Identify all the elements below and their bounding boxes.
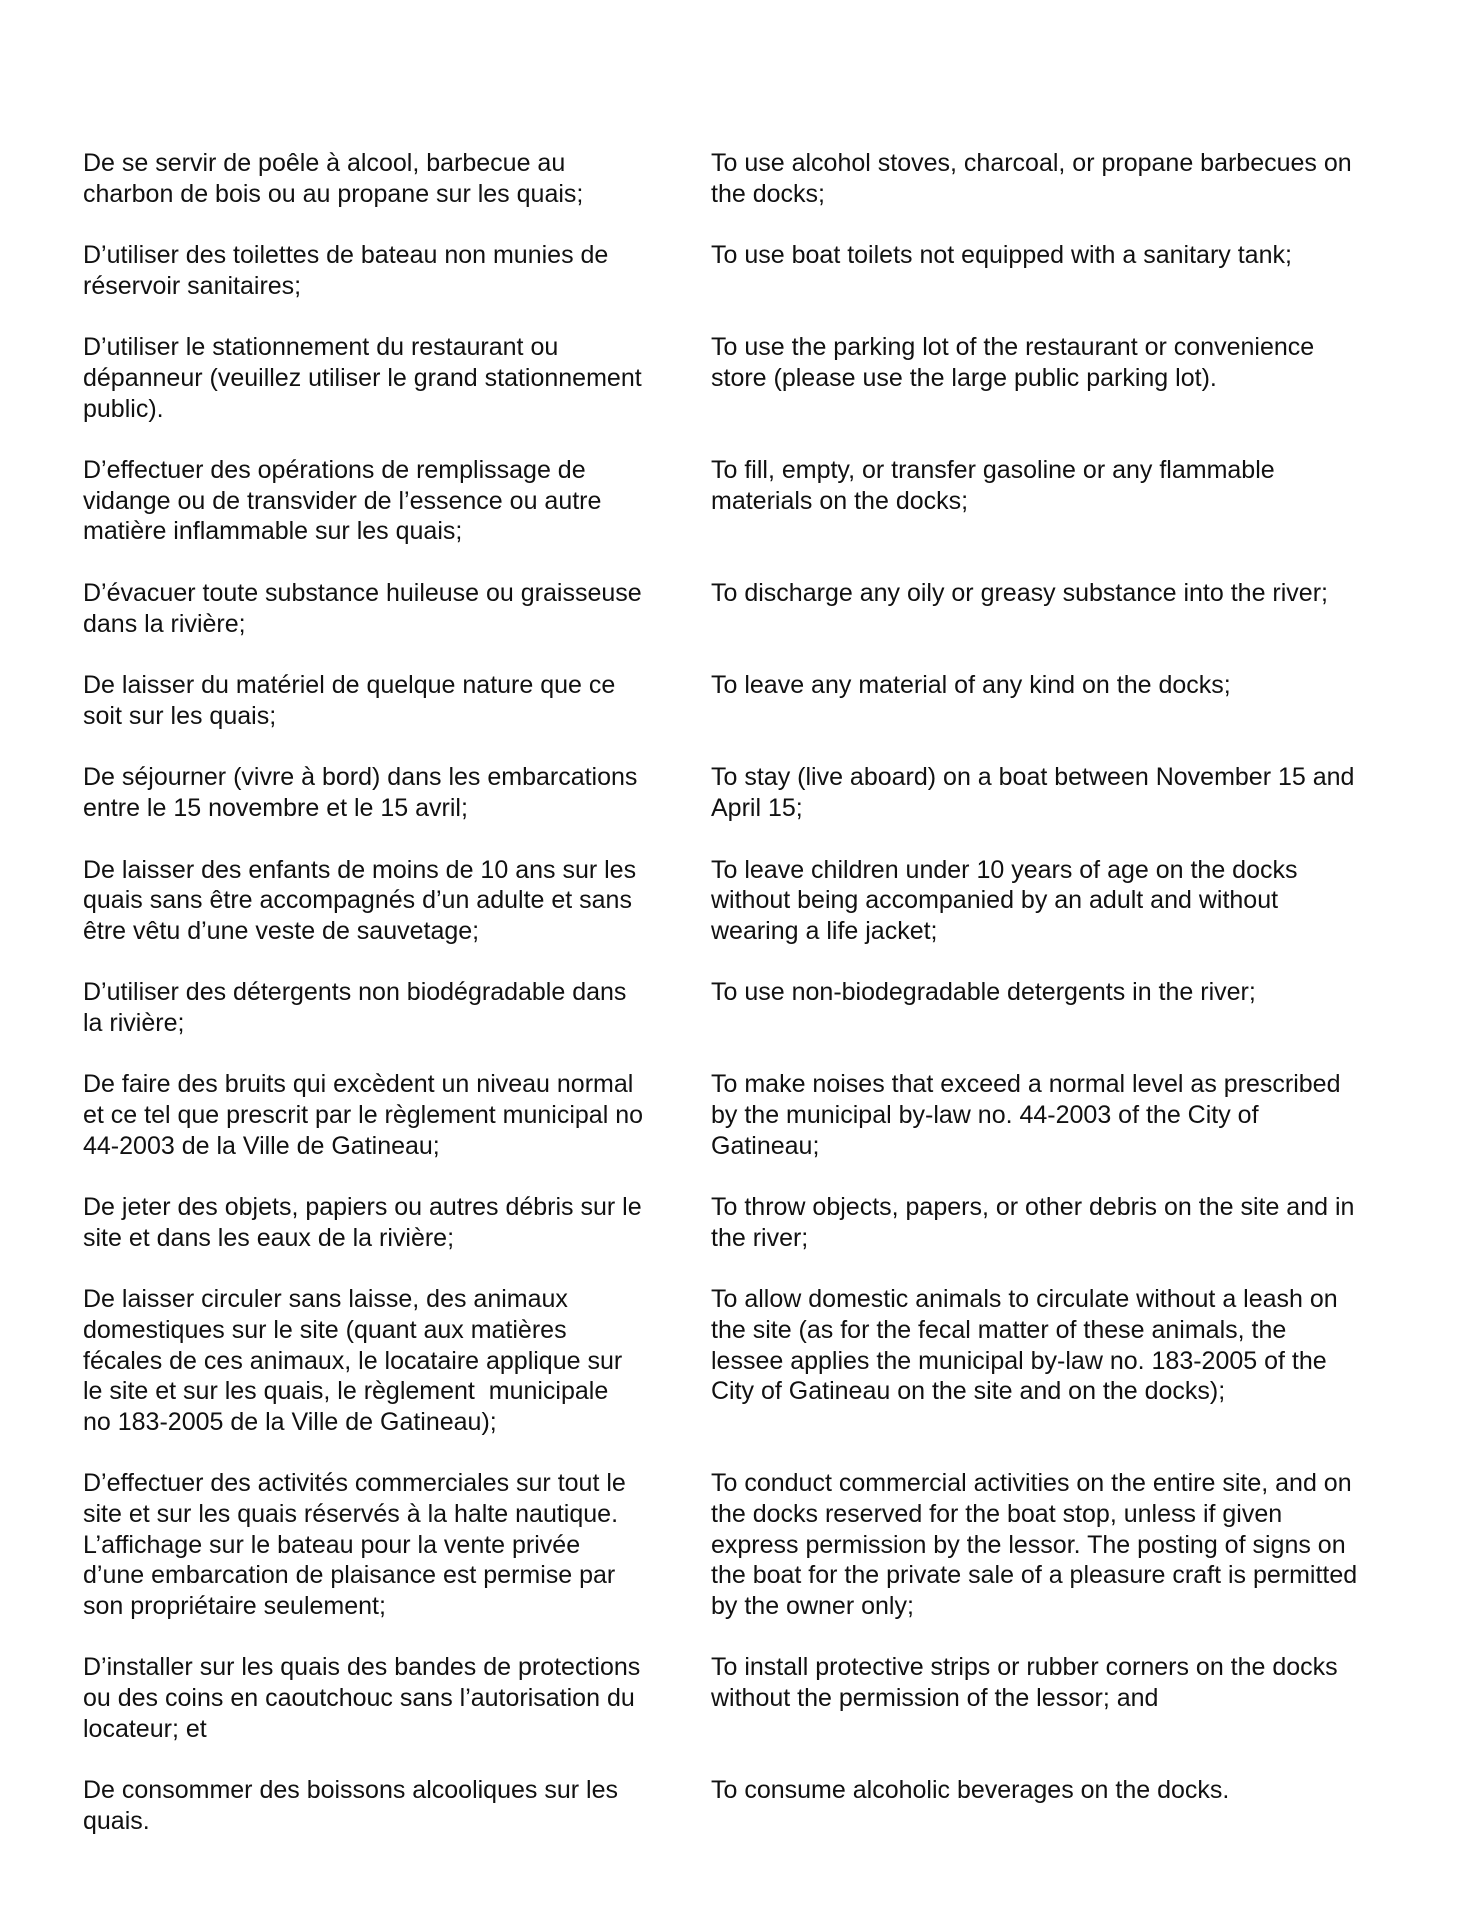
rule-row bbox=[83, 1284, 1413, 1437]
rule-text-english: To leave children under 10 years of age on the docks without being accompanied by an adult and without wearing a life jacket; bbox=[711, 855, 1298, 945]
rule-text-english: To discharge any oily or greasy substance into the river; bbox=[711, 578, 1328, 607]
rule-row bbox=[83, 1652, 1413, 1744]
rule-row bbox=[83, 977, 1413, 1038]
rule-text-english: To throw objects, papers, or other debris on the site and in the river; bbox=[711, 1193, 1355, 1252]
rule-row bbox=[83, 1468, 1413, 1621]
rule-text-english: To fill, empty, or transfer gasoline or any flammable materials on the docks; bbox=[711, 456, 1275, 515]
rule-text-english: To use non-biodegradable detergents in the river; bbox=[711, 978, 1256, 1007]
rule-text-french: De jeter des objets, papiers ou autres débris sur le site et dans les eaux de la rivière; bbox=[83, 1193, 642, 1252]
rule-text-english: To consume alcoholic beverages on the docks. bbox=[711, 1776, 1230, 1805]
rule-text-french: D’utiliser le stationnement du restaurant ou dépanneur (veuillez utiliser le grand stationnement public). bbox=[83, 333, 642, 423]
rule-text-french: De consommer des boissons alcooliques sur les quais. bbox=[83, 1776, 618, 1835]
rule-row bbox=[83, 1192, 1413, 1253]
rule-text-french: De se servir de poêle à alcool, barbecue au charbon de bois ou au propane sur les quais; bbox=[83, 149, 584, 208]
rule-row bbox=[83, 240, 1413, 301]
rule-text-french: De séjourner (vivre à bord) dans les embarcations entre le 15 novembre et le 15 avril; bbox=[83, 763, 638, 822]
rule-text-english: To use the parking lot of the restaurant or convenience store (please use the large public parking lot). bbox=[711, 333, 1315, 392]
rule-text-english: To make noises that exceed a normal level as prescribed by the municipal by-law no. 44-2003 of the City of Gatineau; bbox=[711, 1070, 1341, 1160]
rule-text-english: To conduct commercial activities on the entire site, and on the docks reserved for the boat stop, unless if given express permission by the lessor. The posting of signs on the boat for the private sale of a pleasure craft is permitted by the owner only; bbox=[711, 1469, 1358, 1620]
rule-text-french: D’effectuer des activités commerciales sur tout le site et sur les quais réservés à la halte nautique. L’affichage sur le bateau pour la vente privée d’une embarcation de plaisance est permise par son propriétaire seulement; bbox=[83, 1469, 626, 1620]
rule-row bbox=[83, 1069, 1413, 1161]
rule-text-french: De laisser des enfants de moins de 10 ans sur les quais sans être accompagnés d’un adulte et sans être vêtu d’une veste de sauvetage; bbox=[83, 855, 637, 945]
rule-text-french: De laisser circuler sans laisse, des animaux domestiques sur le site (quant aux matières fécales de ces animaux, le locataire applique sur le site et sur les quais, le règlement municipale no 183-2005 de la Ville de Gatineau); bbox=[83, 1285, 623, 1436]
rule-row bbox=[83, 762, 1413, 823]
rule-row bbox=[83, 578, 1413, 639]
rule-text-english: To stay (live aboard) on a boat between November 15 and April 15; bbox=[711, 763, 1355, 822]
rule-text-english: To leave any material of any kind on the docks; bbox=[711, 671, 1231, 700]
rule-row bbox=[83, 670, 1413, 731]
rule-text-french: D’installer sur les quais des bandes de protections ou des coins en caoutchouc sans l’autorisation du locateur; et bbox=[83, 1653, 641, 1743]
rule-row bbox=[83, 148, 1413, 209]
rule-text-french: De laisser du matériel de quelque nature que ce soit sur les quais; bbox=[83, 671, 616, 730]
rule-text-english: To use boat toilets not equipped with a sanitary tank; bbox=[711, 241, 1292, 270]
rule-text-english: To allow domestic animals to circulate without a leash on the site (as for the fecal matter of these animals, the lessee applies the municipal by-law no. 183-2005 of the City of Gatineau on the site and on the docks); bbox=[711, 1285, 1338, 1406]
rule-text-french: D’utiliser des détergents non biodégradable dans la rivière; bbox=[83, 978, 627, 1037]
rule-text-english: To install protective strips or rubber corners on the docks without the permission of the lessor; and bbox=[711, 1653, 1338, 1712]
rule-text-french: De faire des bruits qui excèdent un niveau normal et ce tel que prescrit par le règlement municipal no 44-2003 de la Ville de Gatineau; bbox=[83, 1070, 644, 1160]
rule-row bbox=[83, 455, 1413, 547]
rule-row bbox=[83, 1775, 1413, 1836]
bilingual-rules-list bbox=[83, 148, 1413, 1867]
rule-row bbox=[83, 332, 1413, 424]
rule-text-french: D’évacuer toute substance huileuse ou graisseuse dans la rivière; bbox=[83, 578, 642, 638]
rule-text-english: To use alcohol stoves, charcoal, or propane barbecues on the docks; bbox=[711, 149, 1352, 208]
rule-text-french: D’utiliser des toilettes de bateau non munies de réservoir sanitaires; bbox=[83, 241, 609, 300]
rule-text-french: D’effectuer des opérations de remplissage de vidange ou de transvider de l’essence ou autre matière inflammable sur les quais; bbox=[83, 456, 602, 546]
rule-row bbox=[83, 855, 1413, 947]
